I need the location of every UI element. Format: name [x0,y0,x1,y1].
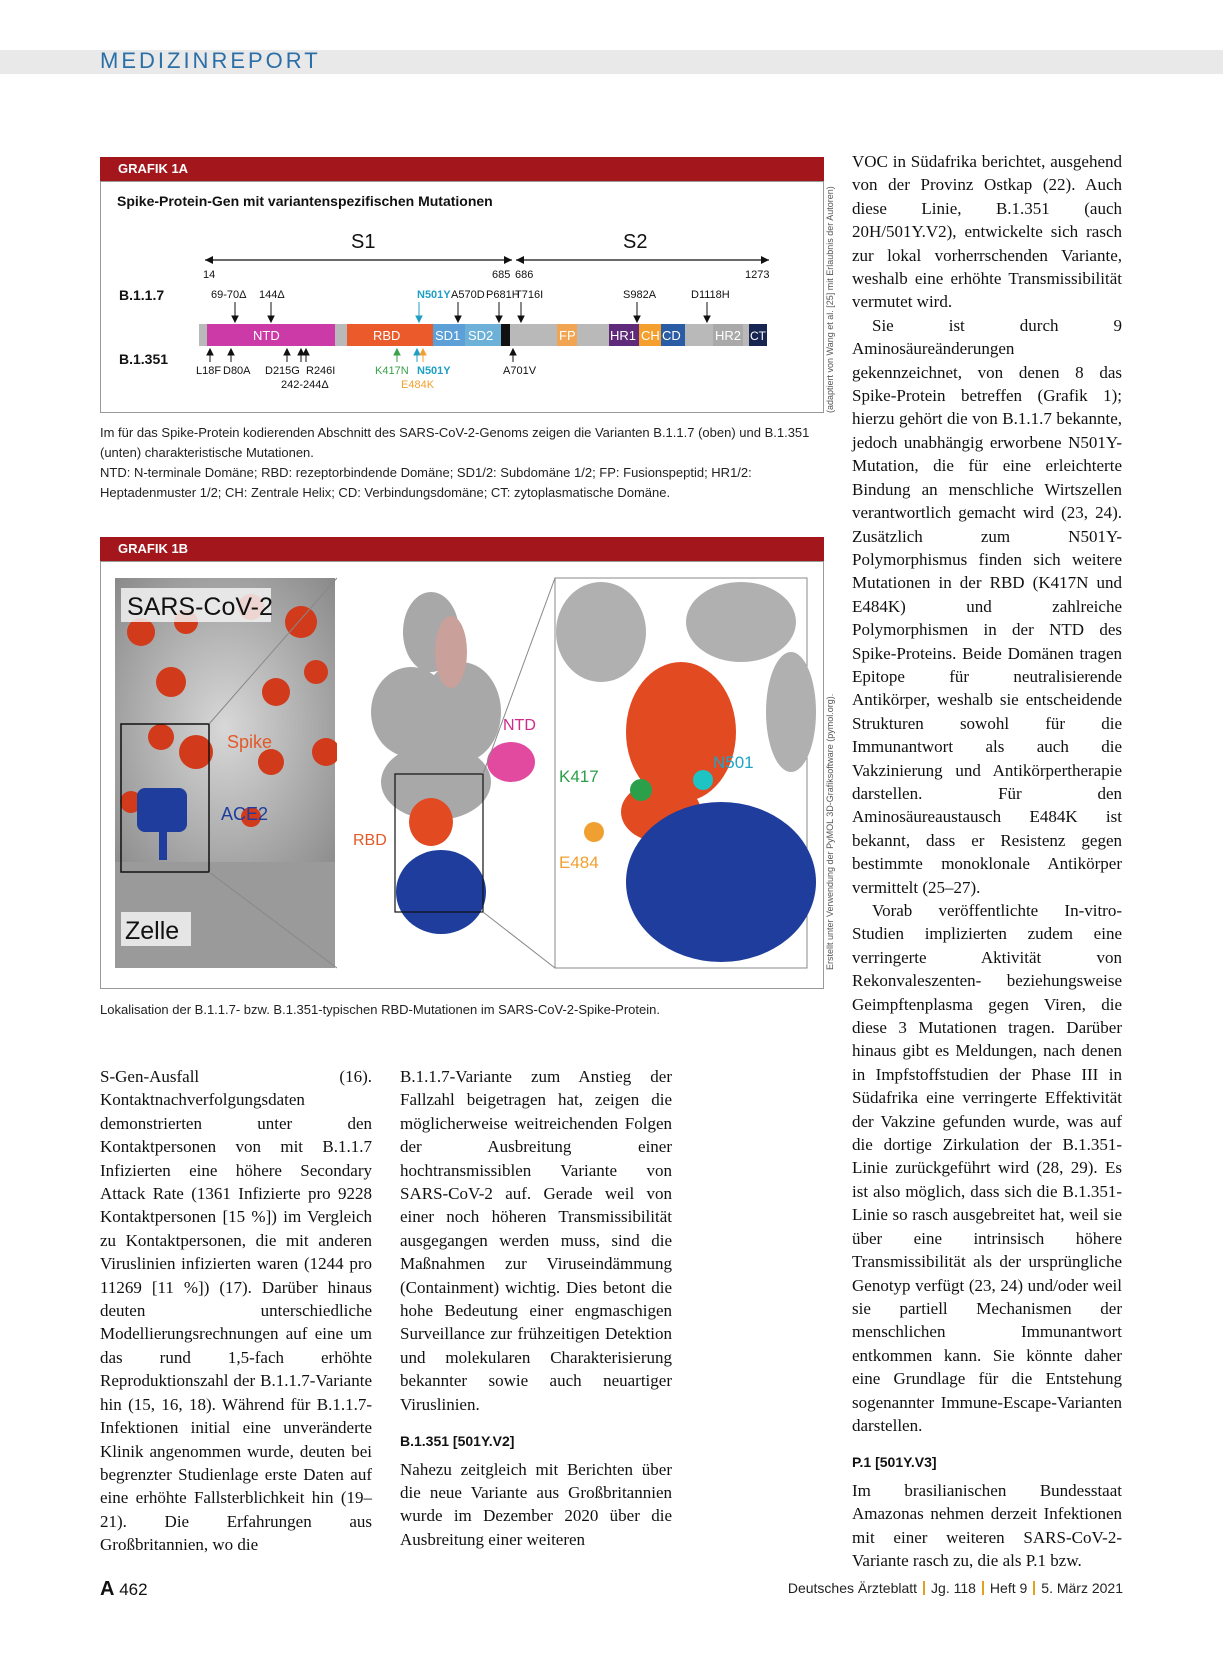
mut-r246i: R246I [306,365,336,377]
fig1a-caption [100,423,820,503]
mut-d215g: D215G [265,365,300,377]
domain-rbd-label: RBD [373,328,401,343]
mut-n501y-top: N501Y [417,289,451,301]
rbd-structure-illustration [101,562,823,988]
label-s2: S2 [623,231,648,253]
left-col-para: S-Gen-Ausfall (16). Kontaktnachverfolgungsdaten demonstrierten unter den Kontaktpersonen von mit B.1.1.7 Infizierten eine höhere Secondary Attack Rate (1361 Infizierte pro 9228 Kontaktpersonen [15 %]) im Vergleich zu Kontaktpersonen, die mit anderen Viruslinien infizierten waren (1244 pro 11269 [11 %]) (17). Darüber hinaus deuten unterschiedliche Modellierungsrechnungen auf eine um das rund 1,5-fach erhöhte Reproduktionszahl der B.1.1.7-Variante hin (15, 16, 18). Während für B.1.1.7-Infektionen initial eine unveränderte Klinik angenommen wurde, deuten bei begrenzter Studienlage erste Daten auf eine erhöhte Fallsterblichkeit hin (19–21). Die Erfahrungen aus Großbritannien, wo die [100,1067,372,1555]
body-right-column [852,150,1122,1572]
mut-l18f: L18F [196,365,222,377]
domain-ch-label: CH [641,328,660,343]
label-ntd: NTD [503,717,536,734]
domain-hr2-label: HR2 [715,328,742,343]
mut-d80a: D80A [223,365,251,377]
section-title: MEDIZINREPORT [100,48,321,73]
label-zelle: Zelle [125,917,180,945]
right-col-tail: Im brasilianischen Bundesstaat Amazonas nehmen derzeit Infektionen mit einer weiteren SARS-CoV-2-Variante rasch zu, die als P.1 bzw. [852,1480,1122,1570]
pos-685: 685 [492,269,511,281]
journal-volume: Jg. 118 [931,1580,976,1596]
cleavage-site [501,324,510,346]
label-e484: E484 [559,853,599,872]
pos-686: 686 [515,269,534,281]
mut-69-70del: 69-70Δ [211,289,247,301]
subheading-p1: P.1 [501Y.V3] [852,1454,937,1471]
domain-cd-label: CD [662,328,681,343]
panel-spike-structure [337,578,555,968]
s1-arrow-left [205,256,213,264]
fig1b-box [100,561,824,989]
domain-sd2-label: SD2 [468,328,494,343]
variant-b117: B.1.1.7 [119,287,165,303]
domain-hr1-label: HR1 [610,328,637,343]
label-rbd: RBD [353,832,387,849]
bottom-mutation-arrows [207,349,516,362]
spike-gene-diagram [101,182,823,412]
mut-d1118h: D1118H [691,289,730,301]
mut-a570d: A570D [451,289,485,301]
body-left-column [100,1065,372,1557]
journal-info [788,1580,1123,1596]
panel-rbd-zoom [555,578,816,968]
page-prefix: A [100,1578,115,1600]
fig1a-credit: (adaptiert von Wang et al. [25] mit Erlaubnis der Autoren) [825,186,835,413]
fig1b-tag: GRAFIK 1B [100,537,824,561]
top-mutation-arrows [232,302,710,322]
page-number [100,1578,148,1601]
journal-name: Deutsches Ärzteblatt [787,1580,918,1596]
mid-col-para: B.1.1.7-Variante zum Anstieg der Fallzahl beigetragen hat, zeigen die möglicherweise weitreichenden Folgen der Ausbreitung einer hochtransmissiblen Variante von SARS-CoV-2 auf. Gerade weil von einer noch höheren Transmissibilität ausgegangen werden muss, sind die Maßnahmen zur Viruseindämmung (Containment) wichtig. Dies betont die hohe Bedeutung einer engmaschigen Surveillance zur frühzeitigen Detektion und molekularen Charakterisierung bekannter sowie auch neuartiger Viruslinien. [400,1067,672,1414]
pos-14: 14 [203,269,216,281]
mut-144del: 144Δ [259,289,285,301]
fig1b-credit: Erstellt unter Verwendung der PyMOL 3D-Grafiksoftware (pymol.org). [825,693,835,970]
mut-t716i: T716I [515,289,544,301]
fig1b-caption: Lokalisation der B.1.1.7- bzw. B.1.351-typischen RBD-Mutationen im SARS-CoV-2-Spike-Protein. [100,1002,660,1017]
domain-fp-label: FP [559,328,576,343]
label-n501: N501 [713,753,754,772]
mut-p681h: P681H [486,289,520,301]
label-spike: Spike [227,732,273,752]
fig1a-caption-main: Im für das Spike-Protein kodierenden Abschnitt des SARS-CoV-2-Genoms zeigen die Varianten B.1.1.7 (oben) und B.1.351 (unten) charakteristische Mutationen. [100,425,810,460]
label-ace2: ACE2 [221,804,269,824]
mid-col-tail: Nahezu zeitgleich mit Berichten über die neue Variante aus Großbritannien wurde im Dezember 2020 über die Ausbreitung einer weiteren [400,1459,672,1549]
label-s1: S1 [351,231,376,253]
mut-k417n: K417N [375,365,409,377]
fig1a-tag: GRAFIK 1A [100,157,824,181]
page-num: 462 [119,1580,148,1599]
right-col-para-1: VOC in Südafrika berichtet, ausgehend von der Provinz Ostkap (22). Auch diese Linie, B.1.351 (auch 20H/501Y.V2), entwickelte sich rasch zur lokal vorherrschenden Variante, weshalb eine erhöhte Transmissibilität vermutet wird. [852,152,1122,312]
pos-1273: 1273 [745,269,770,281]
mut-n501y-bottom: N501Y [417,365,451,377]
mut-s982a: S982A [623,289,657,301]
domain-ct-label: CT [750,329,766,343]
subheading-b1351: B.1.351 [501Y.V2] [400,1433,515,1450]
variant-b1351: B.1.351 [119,351,169,367]
fig1a-box [100,181,824,413]
journal-issue: Heft 9 [989,1580,1028,1596]
right-col-para-2: Sie ist durch 9 Aminosäureänderungen gekennzeichnet, von denen 8 das Spike-Protein betreffen (Grafik 1); hierzu gehört die von B.1.1.7 bekannte, jedoch unabhängig erworbene N501Y-Mutation, die für eine erleichterte Bindung an menschliche Wirtszellen verantwortlich gemacht wird (23, 24). Zusätzlich zum N501Y-Polymorphismus finden sich weitere Mutationen in der RBD (K417N und E484K) und zahlreiche Polymorphismen in der NTD des Spike-Proteins. Beide Domänen tragen Epitope für neutralisierende Antikörper, weshalb sie entscheidende Strukturen sowohl für die Immunantwort als auch die Vakzinierung und Antikörpertherapie darstellen. Für den Aminosäureaustausch E484K ist bekannt, dass er Resistenz gegen bestimmte monoklonale Antikörper vermittelt (25–27). [852,315,1122,897]
journal-date: 5. März 2021 [1041,1580,1123,1596]
panel-virus [115,578,340,968]
s1-arrow-right [504,256,512,264]
s2-arrow-left [516,256,524,264]
fig1a-caption-abbrev: NTD: N-terminale Domäne; RBD: rezeptorbindende Domäne; SD1/2: Subdomäne 1/2; FP: Fusionspeptid; HR1/2: Heptadenmuster 1/2; CH: Zentrale Helix; CD: Verbindungsdomäne; CT: zytoplasmatische Domäne. [100,465,752,500]
label-k417: K417 [559,767,599,786]
right-col-para-3: Vorab veröffentlichte In-vitro-Studien implizierten zudem eine verringerte Aktivität von Rekonvaleszenten- beziehungsweise Geimpftenplasma gegen Viren, die diese 3 Mutationen tragen. Darüber hinaus gibt es Meldungen, nach denen in Impfstoffstudien der Phase III in Südafrika eine verringerte Effektivität der Vakzine gefunden wurde, was auf die dortige Zirkulation der B.1.351-Linie zurückgeführt wird (28, 29). Es ist also möglich, dass sich die B.1.351-Linie so rasch ausgebreitet hat, weil sie über eine intrinsisch höhere Transmissibilität als der ursprüngliche Genotyp verfügt (23, 24) und/oder weil sie partiell Mechanismen der menschlichen Immunantwort entkommen kann. Sie könnte daher eine Grundlage für die Entstehung sogenannter Immune-Escape-Varianten darstellen. [852,901,1122,1435]
body-middle-column [400,1065,672,1551]
fig1a-title: Spike-Protein-Gen mit variantenspezifischen Mutationen [117,193,493,209]
label-sars-cov-2: SARS-CoV-2 [127,593,273,621]
s2-arrow-right [761,256,769,264]
mut-a701v: A701V [503,365,537,377]
domain-ntd-label: NTD [253,328,280,343]
domain-sd1-label: SD1 [435,328,461,343]
mut-242-244del: 242-244Δ [281,379,329,391]
mut-e484k: E484K [401,379,435,391]
